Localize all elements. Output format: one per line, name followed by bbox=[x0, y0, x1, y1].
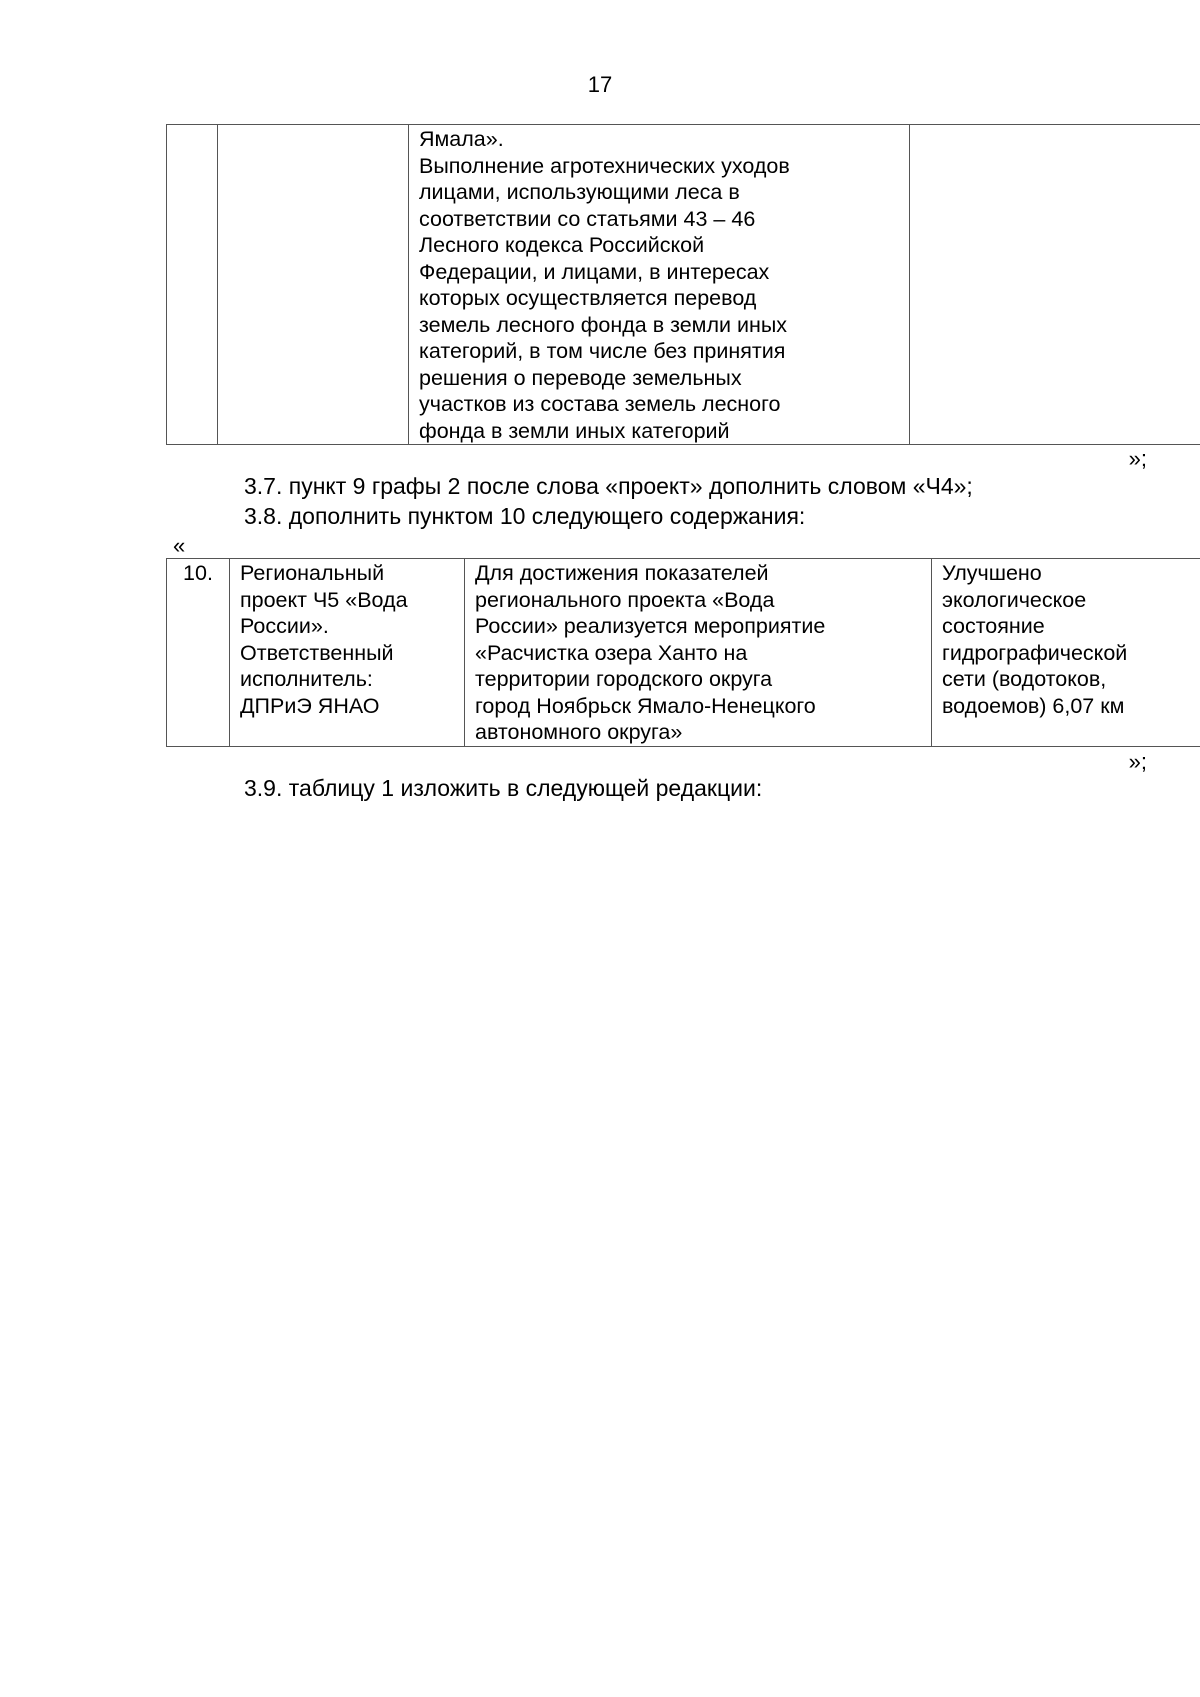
table-cell-number bbox=[167, 125, 218, 445]
cell-text-line: лицами, использующими леса в bbox=[419, 180, 740, 204]
cell-text-line: земель лесного фонда в земли иных bbox=[419, 312, 788, 337]
opening-quote: « bbox=[173, 533, 186, 558]
paragraph-3-8: 3.8. дополнить пунктом 10 следующего содержания: bbox=[244, 503, 806, 529]
cell-text-line: решения о переводе земельных bbox=[419, 365, 742, 390]
table-cell-description bbox=[465, 559, 932, 747]
continued-table bbox=[166, 124, 1200, 445]
cell-text-line: Федерации, и лицами, в интересах bbox=[419, 259, 770, 284]
cell-text-line: Региональный bbox=[240, 561, 385, 585]
table-row bbox=[167, 125, 1200, 445]
cell-text-line: экологическое bbox=[942, 587, 1087, 612]
cell-text-line: ДПРиЭ ЯНАО bbox=[240, 693, 380, 718]
table-cell-project bbox=[230, 559, 465, 747]
table-row bbox=[167, 559, 1200, 747]
closing-quote: »; bbox=[1128, 446, 1147, 471]
table-cell-result bbox=[910, 125, 1200, 445]
cell-text-line: состояние bbox=[942, 614, 1045, 638]
cell-text-line: которых осуществляется перевод bbox=[419, 286, 757, 310]
table-cell-result bbox=[932, 559, 1200, 747]
cell-text-line: проект Ч5 «Вода bbox=[240, 587, 408, 612]
closing-quote: »; bbox=[1128, 749, 1147, 774]
cell-text-line: «Расчистка озера Ханто на bbox=[475, 640, 748, 665]
paragraph-3-7: 3.7. пункт 9 графы 2 после слова «проект» дополнить словом «Ч4»; bbox=[244, 473, 973, 499]
cell-text-line: сети (водотоков, bbox=[942, 667, 1107, 691]
table-cell-project bbox=[218, 125, 409, 445]
cell-text-line: Для достижения показателей bbox=[475, 561, 769, 585]
paragraph-3-9: 3.9. таблицу 1 изложить в следующей редакции: bbox=[244, 775, 763, 801]
new-item-table bbox=[166, 558, 1200, 747]
table-cell-number: 10. bbox=[167, 559, 230, 747]
cell-text-line: фонда в земли иных категорий bbox=[419, 418, 730, 443]
cell-text-line: Выполнение агротехнических уходов bbox=[419, 153, 790, 178]
cell-text-line: автономного округа» bbox=[475, 720, 683, 744]
cell-text-line: России». bbox=[240, 614, 329, 638]
table-cell-description bbox=[409, 125, 910, 445]
cell-text-line: Ямала». bbox=[419, 127, 504, 151]
cell-text-line: гидрографической bbox=[942, 640, 1128, 665]
cell-text-line: территории городского округа bbox=[475, 667, 773, 691]
cell-text-line: водоемов) 6,07 км bbox=[942, 693, 1125, 718]
cell-text-line: Улучшено bbox=[942, 561, 1042, 585]
cell-text-line: участков из состава земель лесного bbox=[419, 392, 781, 416]
cell-text-line: исполнитель: bbox=[240, 667, 373, 691]
cell-text-line: категорий, в том числе без принятия bbox=[419, 339, 786, 363]
cell-text-line: Ответственный bbox=[240, 640, 394, 665]
cell-text-line: город Ноябрьск Ямало-Ненецкого bbox=[475, 693, 816, 718]
cell-text-line: Лесного кодекса Российской bbox=[419, 233, 705, 257]
cell-text-line: России» реализуется мероприятие bbox=[475, 614, 826, 638]
cell-text-line: соответствии со статьями 43 – 46 bbox=[419, 206, 756, 231]
cell-text-line: регионального проекта «Вода bbox=[475, 587, 775, 612]
page-number: 17 bbox=[587, 72, 613, 97]
